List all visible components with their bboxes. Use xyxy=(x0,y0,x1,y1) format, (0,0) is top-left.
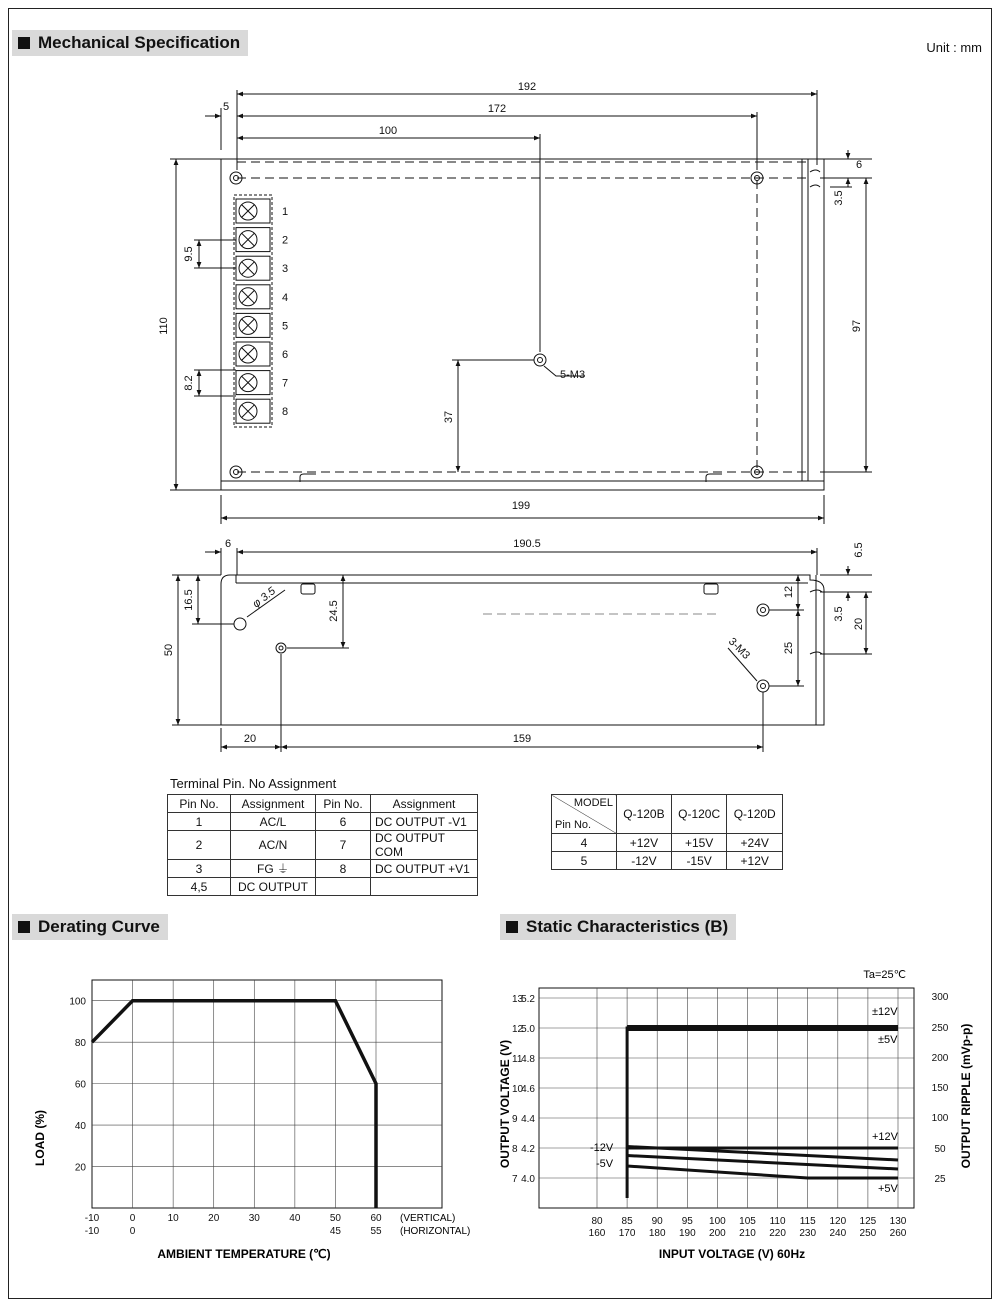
cell: DC OUTPUT COM xyxy=(371,831,478,860)
x-tick-horizontal: 55 xyxy=(370,1226,382,1237)
cell: FG ⏚ xyxy=(231,860,316,878)
x-vertical-label: (VERTICAL) xyxy=(400,1213,456,1224)
terminal-number: 6 xyxy=(282,349,289,361)
terminal-number: 2 xyxy=(282,234,289,247)
cell: DC OUTPUT -V1 xyxy=(371,813,478,831)
x-tick-horizontal: -10 xyxy=(84,1226,100,1237)
x-tick-top: 90 xyxy=(651,1216,663,1227)
dim-37: 37 xyxy=(443,410,455,424)
label-minus5v: -5V xyxy=(596,1158,614,1170)
terminal-table-caption: Terminal Pin. No Assignment xyxy=(170,776,337,791)
cell: 8 xyxy=(316,860,371,878)
cell: 7 xyxy=(316,831,371,860)
cell: 6 xyxy=(316,813,371,831)
cell: DC OUTPUT +V1 xyxy=(371,860,478,878)
y-tick-inner: 4.6 xyxy=(521,1084,535,1095)
dim-199: 199 xyxy=(511,500,531,512)
x-tick-top: 95 xyxy=(681,1216,693,1227)
y2-tick-label: 50 xyxy=(934,1144,946,1155)
cell: +24V xyxy=(727,834,783,852)
dim-172: 172 xyxy=(487,103,507,115)
x-tick-bottom: 260 xyxy=(889,1228,907,1239)
y2-tick-label: 25 xyxy=(934,1174,946,1185)
terminal-number: 8 xyxy=(282,406,289,419)
x-tick-top: 85 xyxy=(621,1216,633,1227)
derating-curve-line xyxy=(92,1001,376,1208)
x-tick-bottom: 210 xyxy=(739,1228,756,1239)
y-tick-outer: 13 xyxy=(512,994,524,1005)
x-tick-vertical: 20 xyxy=(208,1213,220,1224)
dim-8-2: 8.2 xyxy=(183,375,195,391)
y-tick-inner: 4.4 xyxy=(521,1114,535,1125)
static-chart xyxy=(498,969,973,1261)
static-y2label: OUTPUT RIPPLE (mVp-p) xyxy=(959,1023,973,1169)
derating-chart xyxy=(33,980,470,1261)
cell: +12V xyxy=(727,852,783,870)
dim-3-5: 3.5 xyxy=(833,190,845,206)
x-tick-vertical: 60 xyxy=(370,1213,382,1224)
dim-6: 6 xyxy=(856,159,863,171)
y-tick-outer: 8 xyxy=(512,1144,518,1155)
header-cell: Q-120C xyxy=(671,795,727,834)
static-ylabel: OUTPUT VOLTAGE (V) xyxy=(498,1039,512,1169)
cell: 5 xyxy=(552,852,617,870)
dim-190-5: 190.5 xyxy=(513,538,541,550)
header-cell: Assignment xyxy=(371,795,478,813)
x-tick-bottom: 170 xyxy=(618,1228,636,1239)
label-pm12v: ±12V xyxy=(872,1006,898,1018)
y2-tick-label: 300 xyxy=(931,992,949,1003)
x-tick-top: 115 xyxy=(799,1216,816,1227)
ta-note: Ta=25℃ xyxy=(863,969,906,981)
header-cell: Assignment xyxy=(231,795,316,813)
section-title: Derating Curve xyxy=(38,917,160,936)
y-tick-outer: 11 xyxy=(512,1054,523,1065)
y-tick-label: 40 xyxy=(74,1121,86,1133)
dim-24-5: 24.5 xyxy=(328,600,340,622)
x-tick-top: 125 xyxy=(859,1216,877,1227)
y2-tick-label: 250 xyxy=(931,1023,949,1034)
header-cell: Q-120B xyxy=(617,795,672,834)
y2-tick-label: 150 xyxy=(931,1083,949,1094)
derating-ylabel: LOAD (%) xyxy=(33,1110,47,1166)
section-title: Mechanical Specification xyxy=(38,33,241,52)
y-tick-label: 20 xyxy=(74,1162,86,1174)
y-tick-label: 80 xyxy=(74,1038,86,1050)
label-plus12v: +12V xyxy=(872,1131,898,1143)
x-tick-horizontal: 45 xyxy=(329,1226,341,1237)
x-tick-bottom: 200 xyxy=(709,1228,726,1239)
terminal-number: 5 xyxy=(282,320,289,333)
terminal-number: 7 xyxy=(282,377,289,390)
cell: +15V xyxy=(671,834,727,852)
x-tick-bottom: 160 xyxy=(588,1228,606,1239)
y-tick-inner: 5.2 xyxy=(521,994,535,1005)
header-cell: Q-120D xyxy=(727,795,783,834)
x-tick-bottom: 230 xyxy=(799,1228,817,1239)
y-tick-label: 100 xyxy=(69,996,86,1008)
y-tick-outer: 10 xyxy=(512,1084,524,1095)
x-tick-top: 105 xyxy=(739,1216,756,1227)
dim-side-3-5: 3.5 xyxy=(833,606,845,622)
x-tick-top: 120 xyxy=(829,1216,847,1227)
y-tick-outer: 9 xyxy=(512,1114,518,1125)
cell: 2 xyxy=(168,831,231,860)
y-tick-outer: 12 xyxy=(512,1024,524,1035)
header-cell: Pin No. xyxy=(316,795,371,813)
cell: DC OUTPUT xyxy=(231,878,316,896)
terminal-number: 3 xyxy=(282,263,289,276)
dim-12: 12 xyxy=(783,585,795,599)
x-tick-bottom: 190 xyxy=(678,1228,696,1239)
dim-50: 50 xyxy=(163,643,175,657)
x-tick-vertical: 10 xyxy=(167,1213,179,1224)
cell: AC/N xyxy=(231,831,316,860)
dim-side-6: 6 xyxy=(225,538,232,550)
dim-110: 110 xyxy=(158,317,170,335)
x-tick-vertical: 50 xyxy=(329,1213,341,1224)
dim-6-5: 6.5 xyxy=(853,542,865,558)
x-horizontal-label: (HORIZONTAL) xyxy=(400,1226,471,1237)
y2-tick-label: 200 xyxy=(931,1053,949,1064)
y-tick-outer: 7 xyxy=(512,1174,518,1185)
x-tick-bottom: 250 xyxy=(859,1228,877,1239)
dim-16-5: 16.5 xyxy=(183,589,195,611)
callout-3-m3: 3-M3 xyxy=(725,635,753,662)
dim-100: 100 xyxy=(378,125,398,137)
y-tick-inner: 4.0 xyxy=(521,1174,535,1185)
dim-192: 192 xyxy=(517,81,537,93)
derating-xlabel: AMBIENT TEMPERATURE (℃) xyxy=(157,1247,331,1261)
x-tick-vertical: 40 xyxy=(289,1213,301,1224)
phi-3-5: φ 3.5 xyxy=(250,585,278,611)
section-title: Static Characteristics (B) xyxy=(526,917,729,936)
x-tick-bottom: 240 xyxy=(829,1228,847,1239)
unit-label: Unit : mm xyxy=(926,40,982,55)
dim-25: 25 xyxy=(783,641,795,655)
label-pm5v: ±5V xyxy=(878,1034,898,1046)
y-tick-inner: 4.2 xyxy=(521,1144,535,1155)
x-tick-top: 100 xyxy=(709,1216,726,1227)
label-minus12v: -12V xyxy=(590,1142,614,1154)
dim-5: 5 xyxy=(223,101,230,113)
y-tick-label: 60 xyxy=(74,1079,86,1091)
cell: -15V xyxy=(671,852,727,870)
cell: 1 xyxy=(168,813,231,831)
terminal-number: 4 xyxy=(282,291,289,304)
x-tick-top: 80 xyxy=(591,1216,603,1227)
x-tick-horizontal: 0 xyxy=(129,1226,136,1237)
x-tick-vertical: 30 xyxy=(248,1213,260,1224)
y-tick-inner: 5.0 xyxy=(521,1024,535,1035)
corner-pin-label: Pin No. xyxy=(555,819,592,831)
terminal-number: 1 xyxy=(282,206,289,218)
corner-model-label: MODEL xyxy=(573,797,613,809)
cell: 4 xyxy=(552,834,617,852)
x-tick-vertical: -10 xyxy=(84,1213,100,1224)
dim-9-5: 9.5 xyxy=(183,246,195,262)
label-plus5v: +5V xyxy=(878,1183,898,1195)
x-tick-top: 130 xyxy=(889,1216,907,1227)
dim-159: 159 xyxy=(512,733,532,745)
callout-5-m3: 5-M3 xyxy=(560,369,586,381)
cell: AC/L xyxy=(231,813,316,831)
y-tick-inner: 4.8 xyxy=(521,1054,535,1065)
static-xlabel: INPUT VOLTAGE (V) 60Hz xyxy=(658,1247,806,1261)
x-tick-bottom: 220 xyxy=(769,1228,786,1239)
y2-tick-label: 100 xyxy=(931,1113,949,1124)
cell: -12V xyxy=(617,852,672,870)
x-tick-bottom: 180 xyxy=(648,1228,666,1239)
dim-20: 20 xyxy=(243,733,257,745)
dim-97: 97 xyxy=(851,319,863,333)
dim-20-right: 20 xyxy=(853,617,865,631)
cell: 4,5 xyxy=(168,878,231,896)
x-tick-top: 110 xyxy=(769,1216,786,1227)
cell: 3 xyxy=(168,860,231,878)
x-tick-vertical: 0 xyxy=(129,1213,136,1224)
cell: +12V xyxy=(617,834,672,852)
header-cell: Pin No. xyxy=(168,795,231,813)
